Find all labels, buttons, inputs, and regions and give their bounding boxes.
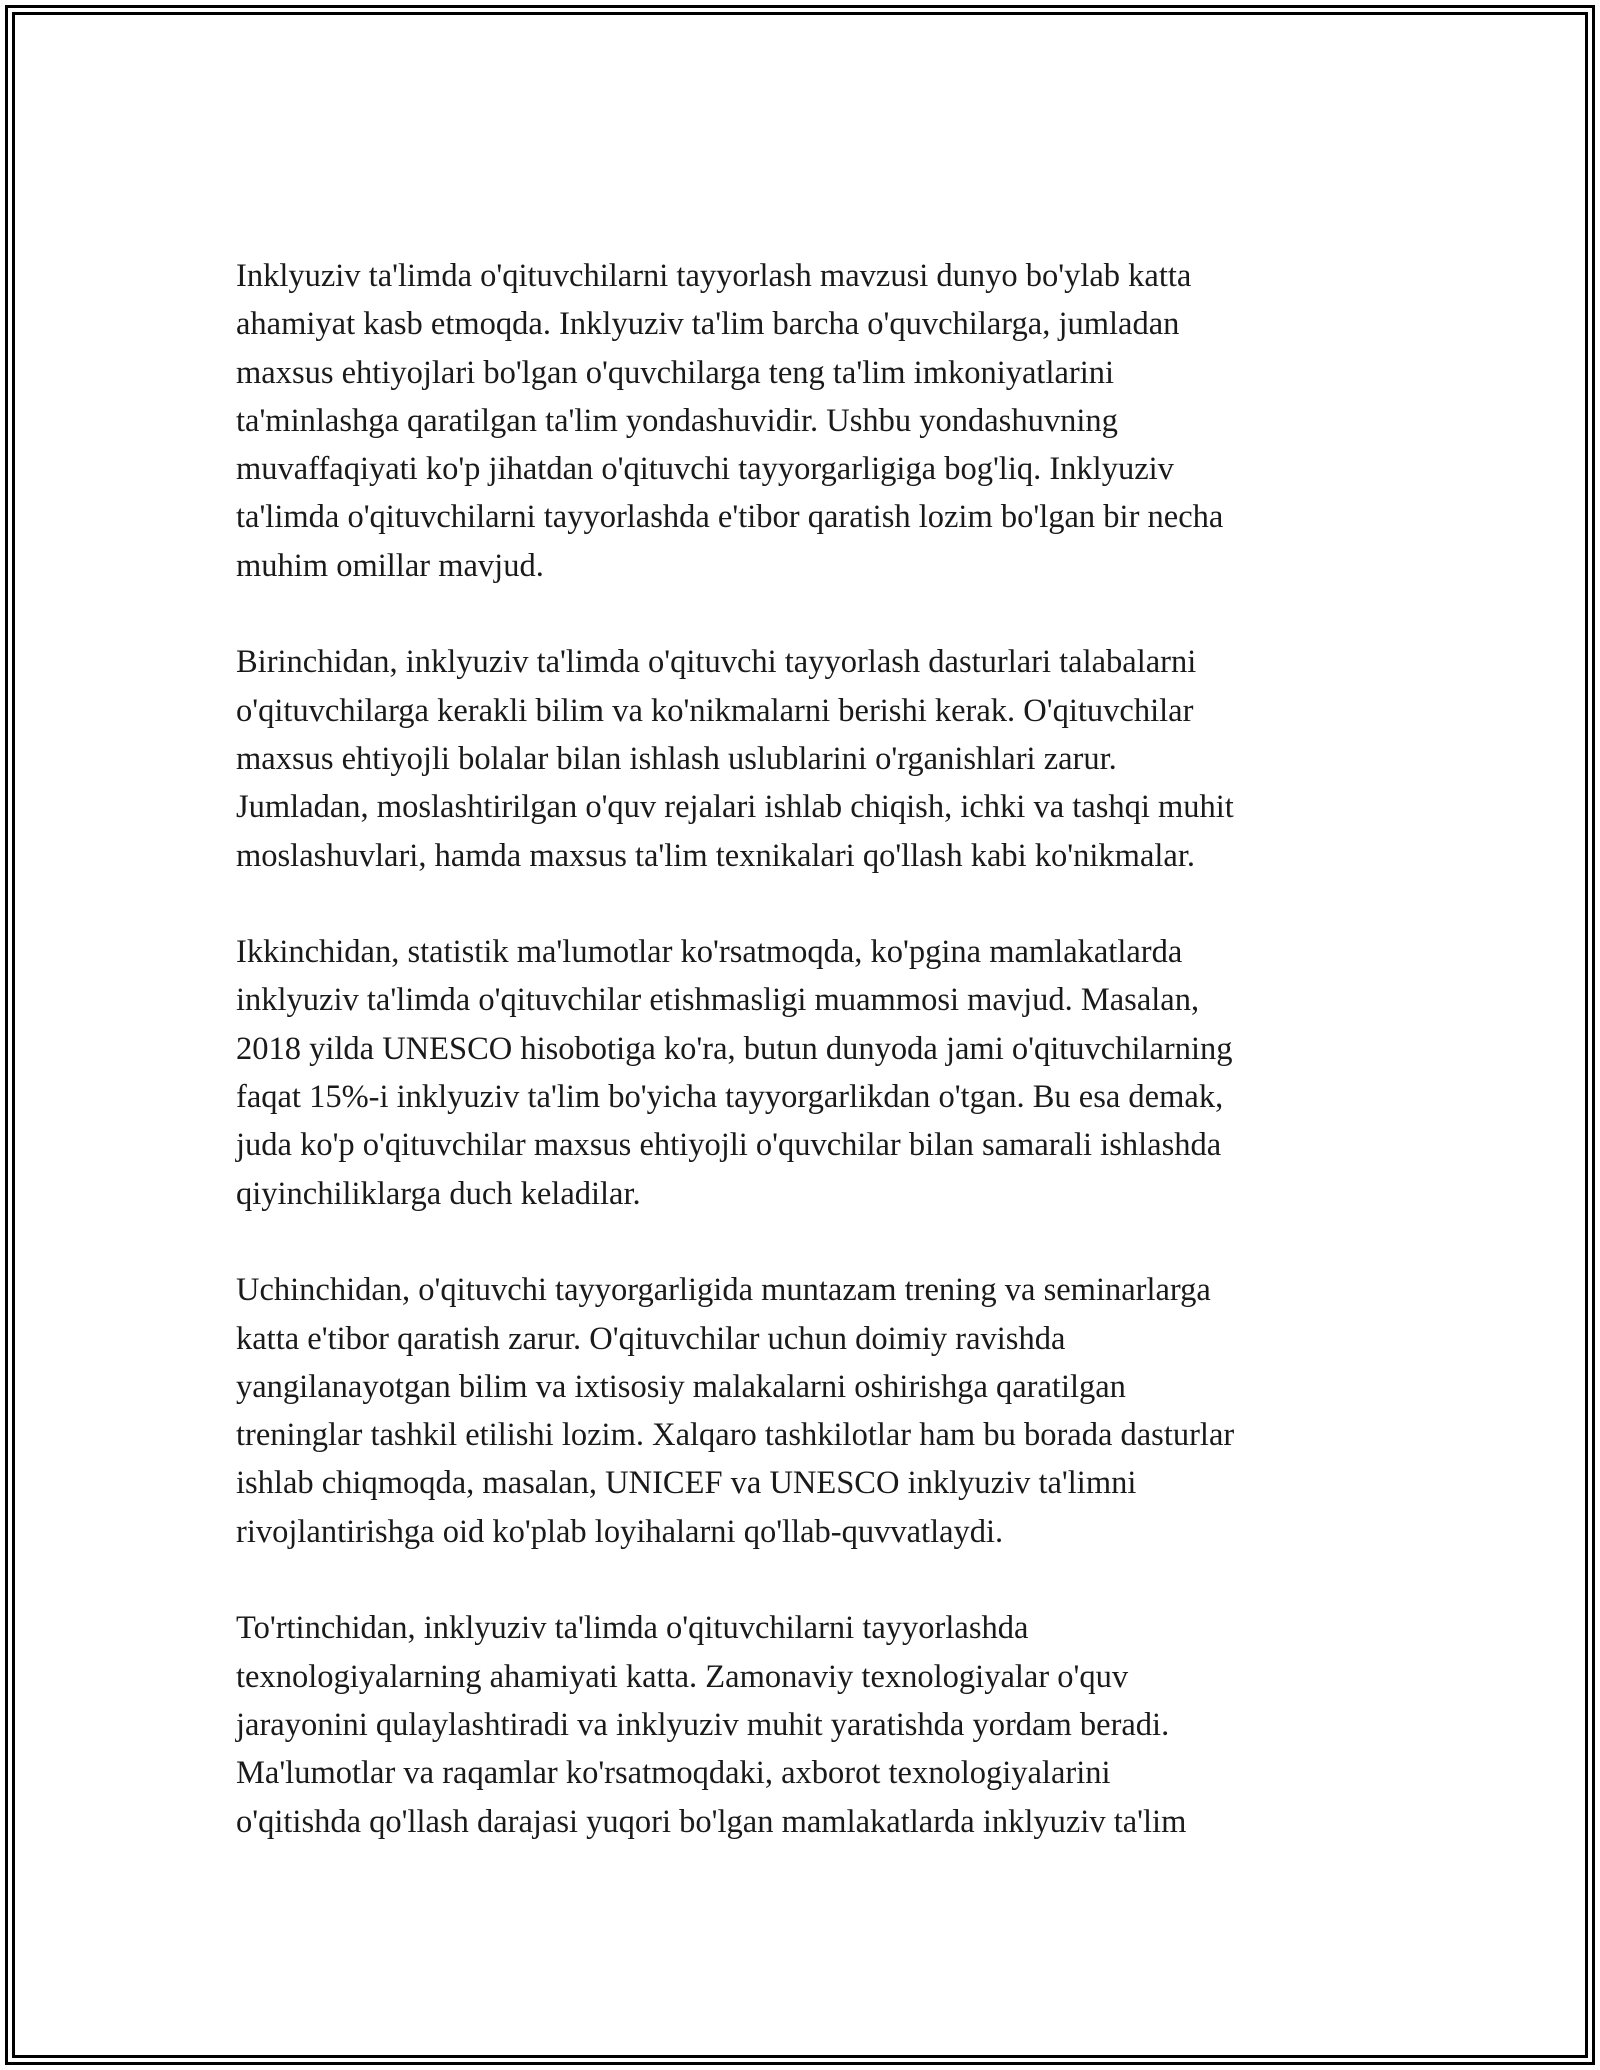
paragraph-fourth	[236, 1604, 1376, 1845]
text-line: Ma'lumotlar va raqamlar ko'rsatmoqdaki, axborot texnologiyalarini	[236, 1755, 1111, 1792]
text-line: texnologiyalarning ahamiyati katta. Zamonaviy texnologiyalar o'quv	[236, 1658, 1129, 1695]
text-line: yangilanayotgan bilim va ixtisosiy malakalarni oshirishga qaratilgan	[236, 1368, 1126, 1405]
text-line: jarayonini qulaylashtiradi va inklyuziv muhit yaratishda yordam beradi.	[236, 1706, 1170, 1743]
text-line: rivojlantirishga oid ko'plab loyihalarni qo'llab-quvvatlaydi.	[236, 1513, 1004, 1550]
text-line: inklyuziv ta'limda o'qituvchilar etishmasligi muammosi mavjud. Masalan,	[236, 982, 1200, 1019]
text-line: o'qituvchilarga kerakli bilim va ko'nikmalarni berishi kerak. O'qituvchilar	[236, 692, 1194, 729]
text-line: muhim omillar mavjud.	[236, 547, 544, 584]
text-line: moslashuvlari, hamda maxsus ta'lim texnikalari qo'llash kabi ko'nikmalar.	[236, 837, 1195, 874]
paragraph-first	[236, 638, 1376, 879]
text-line: ahamiyat kasb etmoqda. Inklyuziv ta'lim barcha o'quvchilarga, jumladan	[236, 306, 1180, 343]
text-line: muvaffaqiyati ko'p jihatdan o'qituvchi tayyorgarligiga bog'liq. Inklyuziv	[236, 451, 1174, 488]
document-body	[236, 252, 1376, 1894]
text-line: To'rtinchidan, inklyuziv ta'limda o'qituvchilarni tayyorlashda	[236, 1610, 1029, 1647]
text-line: maxsus ehtiyojlari bo'lgan o'quvchilarga teng ta'lim imkoniyatlarini	[236, 354, 1115, 391]
text-line: Birinchidan, inklyuziv ta'limda o'qituvchi tayyorlash dasturlari talabalarni	[236, 644, 1197, 681]
text-line: ishlab chiqmoqda, masalan, UNICEF va UNESCO inklyuziv ta'limni	[236, 1465, 1137, 1502]
text-line: faqat 15%-i inklyuziv ta'lim bo'yicha tayyorgarlikdan o'tgan. Bu esa demak,	[236, 1079, 1224, 1116]
text-line: qiyinchiliklarga duch keladilar.	[236, 1175, 641, 1212]
paragraph-intro	[236, 252, 1376, 590]
text-line: Inklyuziv ta'limda o'qituvchilarni tayyorlash mavzusi dunyo bo'ylab katta	[236, 258, 1192, 294]
text-line: Ikkinchidan, statistik ma'lumotlar ko'rsatmoqda, ko'pgina mamlakatlarda	[236, 934, 1183, 971]
text-line: Uchinchidan, o'qituvchi tayyorgarligida muntazam trening va seminarlarga	[236, 1272, 1211, 1309]
text-line: Jumladan, moslashtirilgan o'quv rejalari ishlab chiqish, ichki va tashqi muhit	[236, 789, 1234, 826]
text-line: juda ko'p o'qituvchilar maxsus ehtiyojli o'quvchilar bilan samarali ishlashda	[236, 1127, 1222, 1164]
text-line: ta'limda o'qituvchilarni tayyorlashda e'tibor qaratish lozim bo'lgan bir necha	[236, 499, 1224, 536]
text-line: 2018 yilda UNESCO hisobotiga ko'ra, butun dunyoda jami o'qituvchilarning	[236, 1030, 1233, 1067]
text-line: treninglar tashkil etilishi lozim. Xalqaro tashkilotlar ham bu borada dasturlar	[236, 1417, 1235, 1454]
text-line: maxsus ehtiyojli bolalar bilan ishlash uslublarini o'rganishlari zarur.	[236, 740, 1117, 777]
paragraph-second	[236, 928, 1376, 1218]
text-line: ta'minlashga qaratilgan ta'lim yondashuvidir. Ushbu yondashuvning	[236, 402, 1118, 439]
text-line: katta e'tibor qaratish zarur. O'qituvchilar uchun doimiy ravishda	[236, 1320, 1066, 1357]
paragraph-third	[236, 1266, 1376, 1556]
text-line: o'qitishda qo'llash darajasi yuqori bo'lgan mamlakatlarda inklyuziv ta'lim	[236, 1803, 1187, 1840]
